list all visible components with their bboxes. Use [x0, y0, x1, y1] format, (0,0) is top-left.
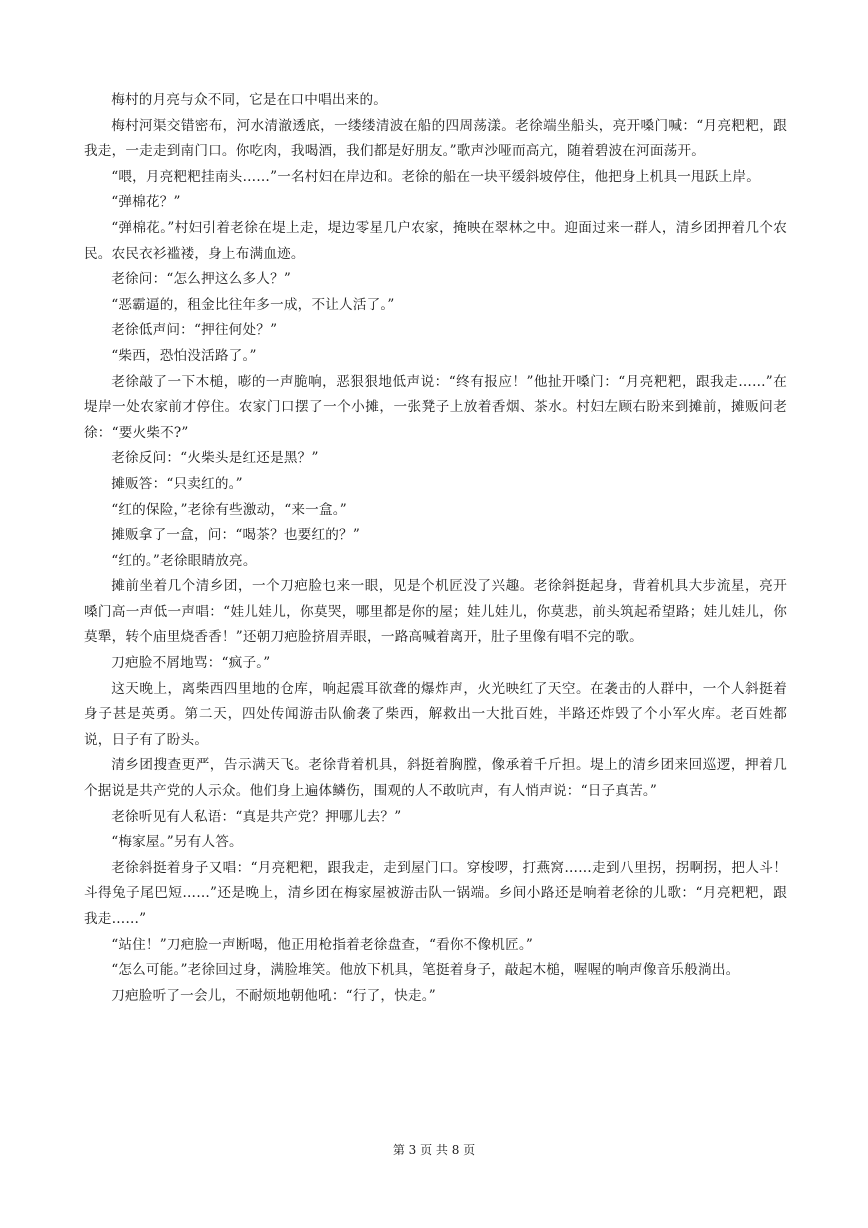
- paragraph: 刀疤脸听了一会儿，不耐烦地朝他吼：“行了，快走。”: [111, 987, 436, 1004]
- paragraph: 老徐反问：“火柴头是红还是黑？”: [111, 450, 319, 467]
- paragraph: 这天晚上，离柴西四里地的仓库，响起震耳欲聋的爆炸声，火光映红了天空。在袭击的人群中，一个人斜挺着身子甚是英勇。第二天，四处传闻游击队偷袭了柴西，解救出一大批百姓，半路还炸毁了个小军火库。老百姓都说，日子有了盼头。: [84, 680, 787, 748]
- paragraph: “喂，月亮粑粑挂南头……”一名村妇在岸边和。老徐的船在一块平缓斜坡停住，他把身上机具一甩跃上岸。: [111, 168, 760, 185]
- paragraph: “怎么可能。”老徐回过身，满脸堆笑。他放下机具，笔挺着身子，敲起木槌，喔喔的响声像音乐般淌出。: [111, 962, 740, 979]
- paragraph: 老徐问：“怎么押这么多人？”: [111, 271, 292, 288]
- paragraph: 梅村的月亮与众不同，它是在口中唱出来的。: [111, 92, 388, 108]
- paragraph: 老徐听见有人私语：“真是共产党？押哪儿去？”: [111, 808, 402, 825]
- paragraph: “红的。”老徐眼睛放亮。: [111, 552, 257, 569]
- paragraph: “柴西，恐怕没活路了。”: [111, 347, 257, 364]
- paragraph: 老徐敲了一下木槌，嘭的一声脆响，恶狠狠地低声说：“终有报应！”他扯开嗓门：“月亮粑粑，跟我走……”在堤岸一处农家前才停住。农家门口摆了一个小摊，一张凳子上放着香烟、茶水。村妇左顾右盼来到摊前，摊贩问老徐：“要火柴不?”: [84, 373, 787, 441]
- paragraph: “梅家屋。”另有人答。: [111, 834, 243, 851]
- paragraph: 摊贩答：“只卖红的。”: [111, 475, 243, 492]
- paragraph: 摊前坐着几个清乡团，一个刀疤脸乜来一眼，见是个机匠没了兴趣。老徐斜挺起身，背着机具大步流星，亮开嗓门高一声低一声唱：“娃儿娃儿，你莫哭，哪里都是你的屋；娃儿娃儿，你莫悲，前头筑起希望路；娃儿娃儿，你莫犟，转个庙里烧香香！”还朝刀疤脸挤眉弄眼，一路高喊着离开，肚子里像有唱不完的歌。: [84, 578, 787, 646]
- paragraph: “站住！”刀疤脸一声断喝，他正用枪指着老徐盘查，“看你不像机匠。”: [111, 936, 534, 953]
- page-footer: 第 3 页 共 8 页: [392, 1143, 476, 1157]
- document-body: [84, 88, 787, 1009]
- paragraph: 梅村河渠交错密布，河水清澈透底，一缕缕清波在船的四周荡漾。老徐端坐船头，亮开嗓门喊：“月亮粑粑，跟我走，一走走到南门口。你吃肉，我喝酒，我们都是好朋友。”歌声沙哑而高亢，随着碧波在河面荡开。: [84, 117, 787, 160]
- paragraph: 摊贩拿了一盒，问：“喝茶？也要红的？”: [111, 527, 360, 544]
- paragraph: “红的保险，”老徐有些激动，“来一盒。”: [111, 501, 347, 518]
- paragraph: 刀疤脸不屑地骂：“疯子。”: [111, 655, 271, 672]
- paragraph: “弹棉花？”: [111, 194, 181, 211]
- paragraph: “弹棉花。”村妇引着老徐在堤上走，堤边零星几户农家，掩映在翠林之中。迎面过来一群人，清乡团押着几个农民。农民衣衫褴褛，身上布满血迹。: [84, 219, 787, 262]
- paragraph: “恶霸逼的，租金比往年多一成，不让人活了。”: [111, 296, 395, 313]
- paragraph: 老徐斜挺着身子又唱：“月亮粑粑，跟我走，走到屋门口。穿梭啰，打燕窝……走到八里拐，拐啊拐，把人斗！斗得兔子尾巴短……”还是晚上，清乡团在梅家屋被游击队一锅端。乡间小路还是响着老徐的儿歌：“月亮粑粑，跟我走……”: [84, 859, 787, 927]
- paragraph: 清乡团搜查更严，告示满天飞。老徐背着机具，斜挺着胸膛，像承着千斤担。堤上的清乡团来回巡逻，押着几个据说是共产党的人示众。他们身上遍体鳞伤，围观的人不敢吭声，有人悄声说：“日子真苦。”: [84, 757, 787, 800]
- paragraph: 老徐低声问：“押往何处？”: [111, 322, 278, 339]
